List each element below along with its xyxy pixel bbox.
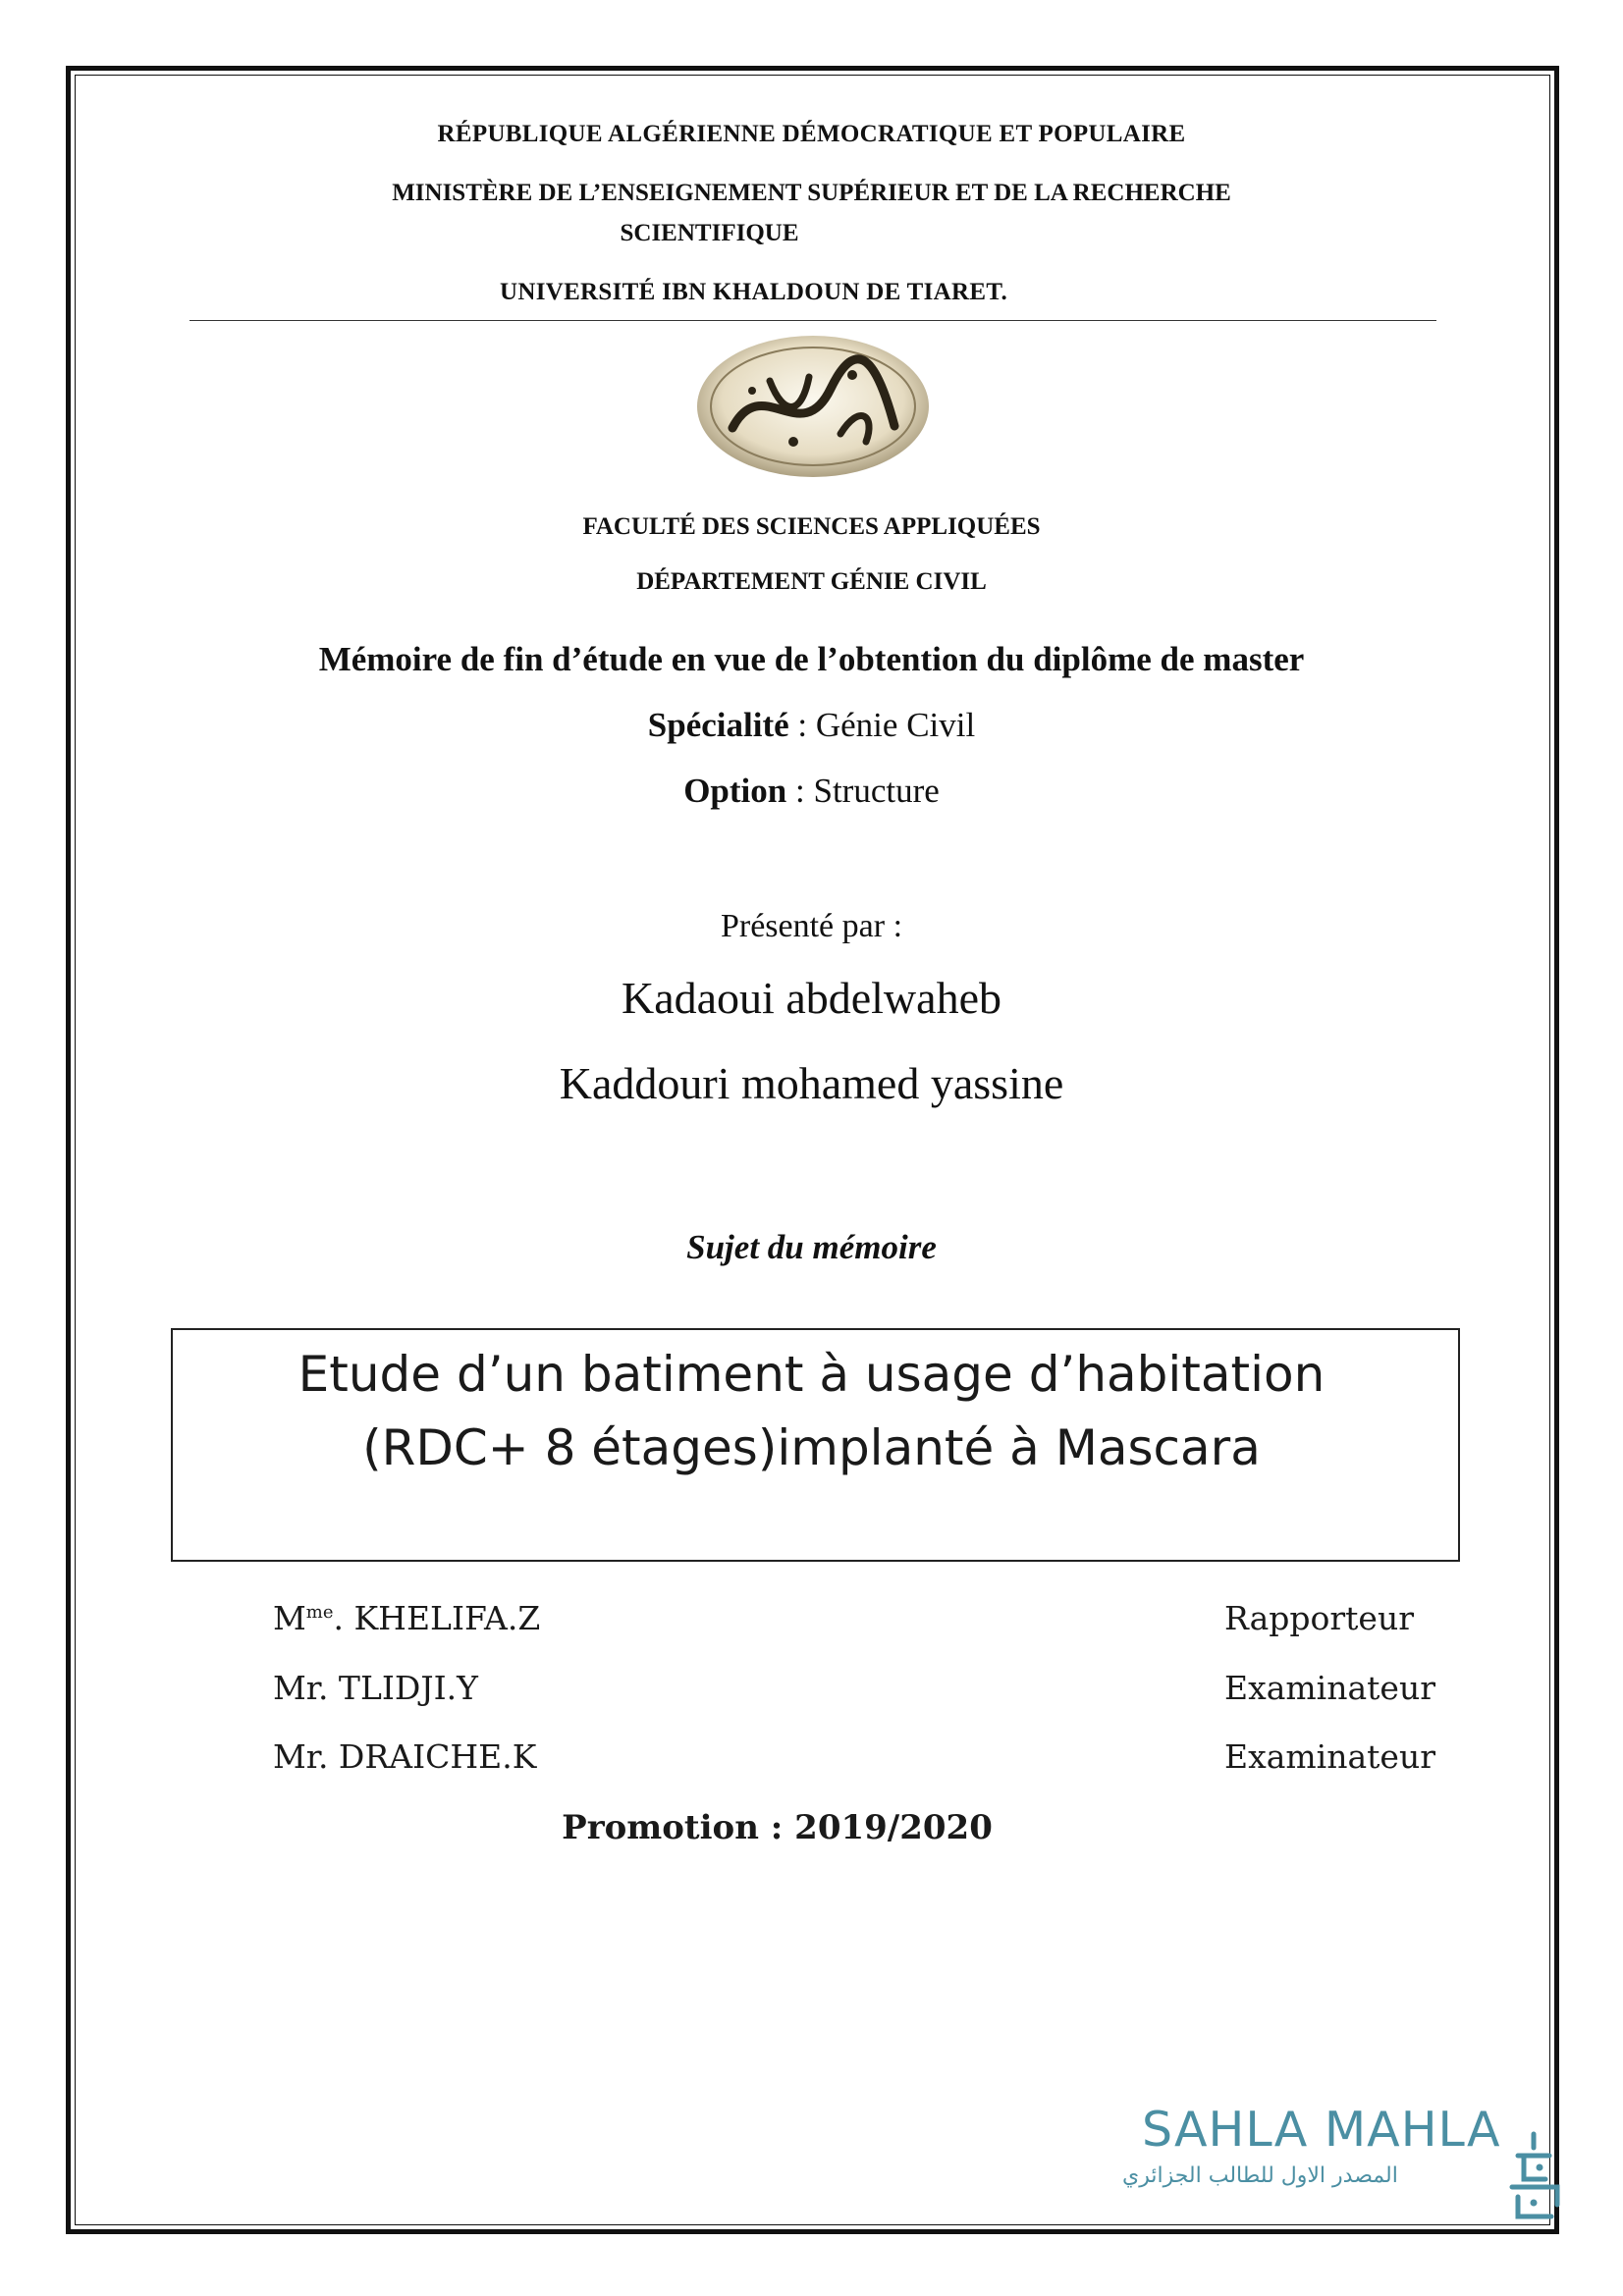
- republic-header: RÉPUBLIQUE ALGÉRIENNE DÉMOCRATIQUE ET POPULAIRE: [437, 121, 1186, 147]
- jury-member-1-sup: me: [305, 1602, 334, 1623]
- department-title: DÉPARTEMENT GÉNIE CIVIL: [636, 568, 987, 595]
- jury-member-1-prefix: M: [273, 1599, 306, 1637]
- option-label: Option: [683, 772, 787, 810]
- faculty-title: FACULTÉ DES SCIENCES APPLIQUÉES: [582, 513, 1041, 540]
- option-line: [0, 772, 1623, 811]
- specialite-value: Génie Civil: [815, 706, 976, 744]
- jury-member-2-prefix: Mr.: [273, 1669, 329, 1707]
- specialite-separator: :: [788, 706, 816, 744]
- presented-by-label: Présenté par :: [720, 908, 903, 944]
- author-name-1: Kadaoui abdelwaheb: [621, 973, 1001, 1023]
- ministry-header-line2: SCIENTIFIQUE: [620, 220, 799, 246]
- sahla-mahla-tagline: المصدر الاول للطالب الجزائري: [1122, 2163, 1398, 2188]
- option-separator: :: [786, 772, 814, 810]
- promotion-line: Promotion : 2019/2020: [562, 1808, 993, 1847]
- header-divider: [189, 320, 1436, 321]
- university-header: UNIVERSITÉ IBN KHALDOUN DE TIARET.: [499, 279, 1008, 305]
- jury-member-3-name: DRAICHE.K: [328, 1737, 537, 1776]
- author-name-2: Kaddouri mohamed yassine: [559, 1058, 1064, 1108]
- jury-member-3-role: Examinateur: [1224, 1737, 1435, 1776]
- ministry-header-line1: MINISTÈRE DE L’ENSEIGNEMENT SUPÉRIEUR ET DE LA RECHERCHE: [392, 180, 1231, 206]
- sahla-mahla-watermark: SAHLA MAHLA: [1142, 2102, 1501, 2158]
- subject-heading: Sujet du mémoire: [686, 1228, 937, 1266]
- specialite-label: Spécialité: [647, 706, 789, 744]
- jury-member-2-role: Examinateur: [1224, 1669, 1435, 1707]
- jury-member-2-name: TLIDJI.Y: [328, 1669, 478, 1707]
- thesis-title-line1: Etude d’un batiment à usage d’habitation: [298, 1346, 1325, 1403]
- jury-member-1: [273, 1599, 540, 1637]
- option-value: Structure: [813, 772, 940, 810]
- sahla-mahla-logo-icon: [1504, 2128, 1565, 2230]
- thesis-title-line2: (RDC+ 8 étages)implanté à Mascara: [362, 1419, 1261, 1476]
- specialite-line: [0, 706, 1623, 745]
- university-seal-icon: [693, 332, 933, 481]
- jury-member-3-prefix: Mr.: [273, 1737, 329, 1776]
- memoire-subtitle: Mémoire de fin d’étude en vue de l’obtention du diplôme de master: [318, 640, 1305, 678]
- jury-member-1-role: Rapporteur: [1224, 1599, 1414, 1637]
- jury-member-3: [273, 1737, 536, 1776]
- jury-member-2: [273, 1669, 478, 1707]
- jury-member-1-name: . KHELIFA.Z: [333, 1599, 541, 1637]
